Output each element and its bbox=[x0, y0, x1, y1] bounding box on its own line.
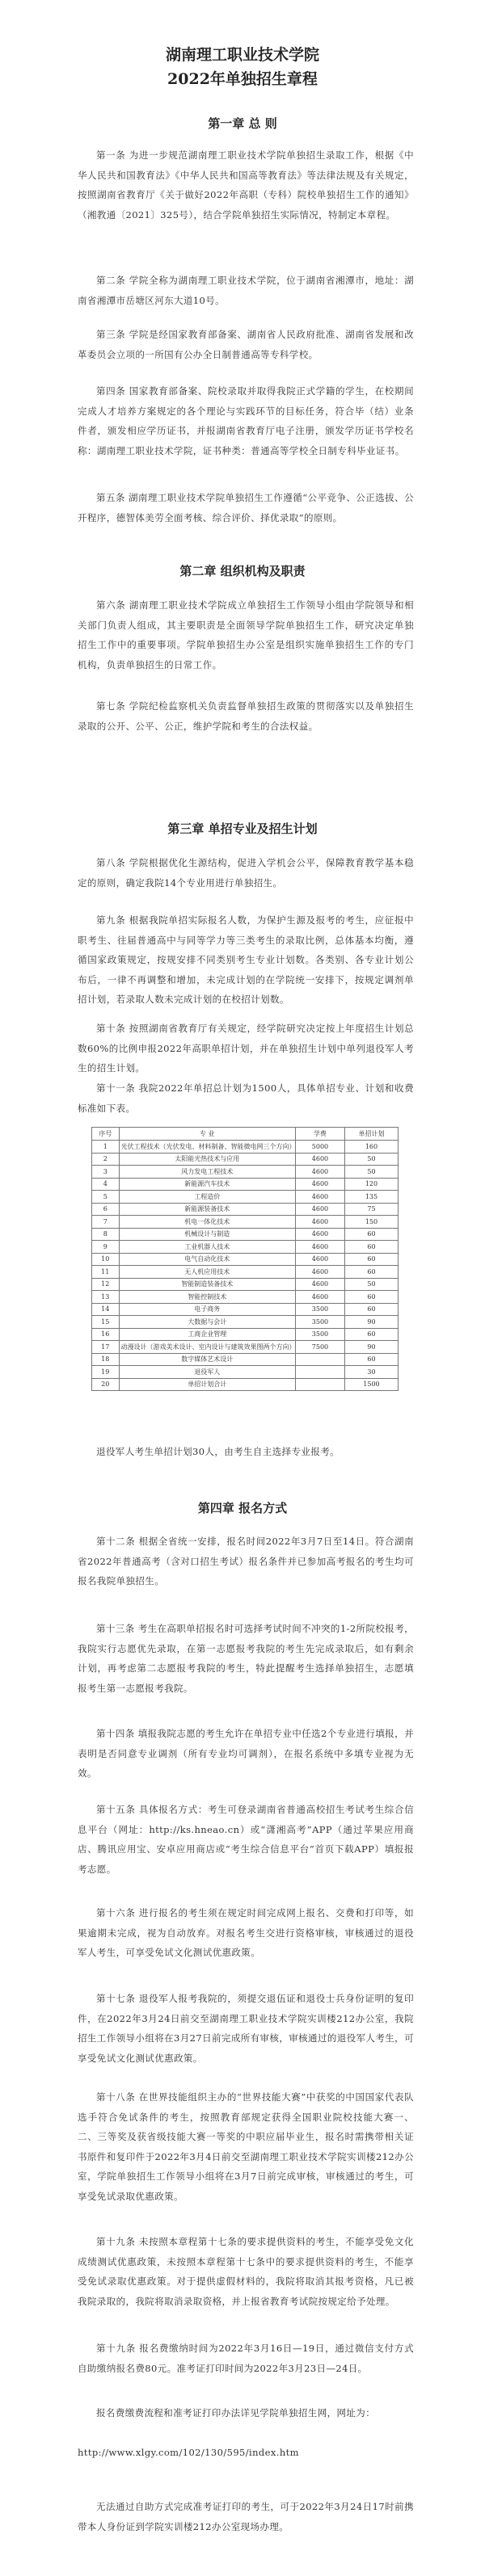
cell-no: 13 bbox=[92, 1291, 120, 1304]
table-row bbox=[92, 1278, 399, 1291]
article-19: 第十九条 未按照本章程第十七条的要求提供资料的考生，不能享受免文化成绩测试优惠政策，未按照本章程第十七条中的要求提供资料的考生，不能享受免试录取优惠政策。对于提供虚假材料的，我院将取消其报考资格，凡已被我院录取的，我院将取消录取资格，并上报省教育考试院按规定给予处理。 bbox=[78, 2236, 414, 2307]
article-5: 第五条 湖南理工职业技术学院单独招生工作遵循“公平竞争、公正选拔、公开程序，德智体美劳全面考核、综合评价、择优录取”的原则。 bbox=[78, 492, 414, 523]
cell-fee: 4600 bbox=[295, 1241, 344, 1254]
table-row bbox=[92, 1353, 399, 1366]
cell-fee: 4600 bbox=[295, 1291, 344, 1304]
cell-plan: 120 bbox=[344, 1178, 398, 1191]
cell-fee: 4600 bbox=[295, 1178, 344, 1191]
article-14: 第十四条 填报我院志愿的考生允许在单招专业中任选2个专业进行填报，并表明是否同意专业调剂（所有专业均可调剂），在报名系统中多填专业视为无效。 bbox=[78, 1728, 414, 1780]
cell-plan: 50 bbox=[344, 1153, 398, 1166]
cell-plan: 60 bbox=[344, 1303, 398, 1316]
cell-major: 智能控制技术 bbox=[119, 1291, 295, 1304]
cell-major: 无人机应用技术 bbox=[119, 1266, 295, 1279]
article-11: 第十一条 我院2022年单招总计划为1500人，具体单招专业、计划和收费标准如下表。 bbox=[78, 1082, 414, 1114]
cell-plan: 75 bbox=[344, 1203, 398, 1216]
chapter-3-heading: 第三章 单招专业及招生计划 bbox=[167, 822, 318, 836]
cell-fee bbox=[295, 1353, 344, 1366]
cell-fee: 7500 bbox=[295, 1341, 344, 1354]
chapter-4-heading: 第四章 报名方式 bbox=[197, 1501, 288, 1515]
table-row bbox=[92, 1191, 399, 1204]
article-8: 第八条 学院根据优化生源结构，促进入学机会公平，保障教育教学基本稳定的原则，确定我院14个专业用进行单独招生。 bbox=[78, 857, 414, 889]
cell-major: 动漫设计（游戏美术设计、室内设计与建筑效果图两个方向） bbox=[119, 1341, 295, 1354]
table-row bbox=[92, 1241, 399, 1254]
article-2: 第二条 学院全称为湖南理工职业技术学院，位于湖南省湘潭市，地址：湖南省湘潭市岳塘区河东大道10号。 bbox=[78, 275, 414, 306]
cell-no: 12 bbox=[92, 1278, 120, 1291]
table-row bbox=[92, 1228, 399, 1241]
cell-no: 3 bbox=[92, 1166, 120, 1179]
cell-no: 14 bbox=[92, 1303, 120, 1316]
cell-fee: 4600 bbox=[295, 1216, 344, 1229]
cell-major: 机械设计与制造 bbox=[119, 1228, 295, 1241]
table-row bbox=[92, 1216, 399, 1229]
cell-no: 7 bbox=[92, 1216, 120, 1229]
cell-fee: 4600 bbox=[295, 1228, 344, 1241]
cell-fee: 4600 bbox=[295, 1191, 344, 1204]
article-16: 第十六条 进行报名的考生须在规定时间完成网上报名、交费和打印等，如果逾期未完成，视为自动放弃。对报名考生交进行资格审核，审核通过的退役军人考生，可享受免试文化测试优惠政策。 bbox=[78, 1907, 414, 1959]
cell-major: 光伏工程技术（光伏发电、材料制备、智能微电网三个方向） bbox=[119, 1141, 295, 1154]
cell-fee: 4600 bbox=[295, 1278, 344, 1291]
table-row bbox=[92, 1341, 399, 1354]
article-7: 第七条 学院纪检监察机关负责监督单独招生政策的贯彻落实以及单独招生录取的公开、公平、公正，维护学院和考生的合法权益。 bbox=[78, 700, 414, 732]
cell-plan: 60 bbox=[344, 1291, 398, 1304]
article-9: 第九条 根据我院单招实际报名人数，为保护生源及报考的考生，应征报中职考生、往届普通高中与同等学力等三类考生的录取比例，总体基本均衡，遵循国家政策规定，按规安排不同类别考生专业计划数。各类别、各专业计划公布后，一律不再调整和增加，未完成计划的在学院统一安排下，按规定调剂单招计划，若录取人数未完成计划的在校招计划数。 bbox=[78, 914, 414, 1006]
cell-fee: 4600 bbox=[295, 1266, 344, 1279]
article-17: 第十七条 退役军人报考我院的，须提交退伍证和退役士兵身份证明的复印件，在2022年3月24日前交至湖南理工职业技术学院实训楼212办公室，我院招生工作领导小组将在3月27日前完成所有审核，审核通过的退役军人考生，可享受免试文化测试优惠政策。 bbox=[78, 1993, 414, 2064]
table-row bbox=[92, 1291, 399, 1304]
cell-major: 风力发电工程技术 bbox=[119, 1166, 295, 1179]
cell-fee: 5000 bbox=[295, 1141, 344, 1154]
chapter-1-heading: 第一章 总 则 bbox=[208, 116, 277, 131]
table-row bbox=[92, 1203, 399, 1216]
article-13: 第十三条 考生在高职单招报名时可选择考试时间不冲突的1-2所院校报考，我院实行志愿优先录取，在第一志愿报考我院的考生先完成录取后，如有剩余计划，再考虑第二志愿报考我院的考生，特此提醒考生选择单独招生，志愿填报考生第一志愿报考我院。 bbox=[78, 1623, 414, 1694]
table-row bbox=[92, 1316, 399, 1329]
cell-major: 机电一体化技术 bbox=[119, 1216, 295, 1229]
cell-major: 工商企业管理 bbox=[119, 1328, 295, 1341]
header-fee: 学费 bbox=[295, 1128, 344, 1141]
cell-no: 18 bbox=[92, 1353, 120, 1366]
article-6: 第六条 湖南理工职业技术学院成立单独招生工作领导小组由学院领导和相关部门负责人组成，其主要职责是全面领导学院单独招生工作，研究决定单独招生工作中的重要事项。学院单独招生办公室是组织实施单独招生工作的专门机构，负责单独招生的日常工作。 bbox=[78, 599, 414, 670]
cell-no: 10 bbox=[92, 1253, 120, 1266]
article-1: 第一条 为进一步规范湖南理工职业技术学院单独招生录取工作，根据《中华人民共和国教育法》《中华人民共和国高等教育法》等法律法规及有关规定，按照湖南省教育厅《关于做好2022年高职（专科）院校单独招生工作的通知》（湘教通〔2021〕325号），结合学院单独招生实际情况，特制定本章程。 bbox=[78, 149, 414, 221]
cell-no: 5 bbox=[92, 1191, 120, 1204]
cell-no: 20 bbox=[92, 1378, 120, 1391]
cell-fee: 3500 bbox=[295, 1316, 344, 1329]
cell-no: 6 bbox=[92, 1203, 120, 1216]
document-title-school: 湖南理工职业技术学院 bbox=[165, 46, 319, 64]
cell-fee: 3500 bbox=[295, 1328, 344, 1341]
table-row bbox=[92, 1366, 399, 1379]
cell-no: 11 bbox=[92, 1266, 120, 1279]
cell-no: 15 bbox=[92, 1316, 120, 1329]
header-no: 序号 bbox=[92, 1128, 120, 1141]
cell-no: 19 bbox=[92, 1366, 120, 1379]
table-row bbox=[92, 1141, 399, 1154]
cell-fee: 4600 bbox=[295, 1253, 344, 1266]
cell-plan: 60 bbox=[344, 1266, 398, 1279]
cell-fee: 3500 bbox=[295, 1303, 344, 1316]
table-row bbox=[92, 1303, 399, 1316]
cell-major: 电子商务 bbox=[119, 1303, 295, 1316]
website-intro: 报名费缴费流程和准考证打印办法详见学院单独招生网，网址为： bbox=[96, 2407, 376, 2418]
article-19b: 第十九条 报名费缴纳时间为2022年3月16日—19日，通过微信支付方式自助缴纳报名费80元。准考证打印时间为2022年3月23日—24日。 bbox=[78, 2343, 414, 2374]
article-12: 第十二条 根据全省统一安排，报名时间2022年3月7日至14日。符合湖南省2022年普通高考（含对口招生考试）报名条件并已参加高考报名的考生均可报名我院单独招生。 bbox=[78, 1536, 414, 1587]
cell-fee: 4600 bbox=[295, 1203, 344, 1216]
cell-plan: 135 bbox=[344, 1191, 398, 1204]
cell-major: 大数据与会计 bbox=[119, 1316, 295, 1329]
cell-plan: 90 bbox=[344, 1341, 398, 1354]
chapter-2-heading: 第二章 组织机构及职责 bbox=[179, 564, 306, 578]
cell-plan: 90 bbox=[344, 1316, 398, 1329]
cell-plan: 1500 bbox=[344, 1378, 398, 1391]
cell-plan: 160 bbox=[344, 1141, 398, 1154]
cell-fee bbox=[295, 1378, 344, 1391]
table-row bbox=[92, 1266, 399, 1279]
cell-fee: 4600 bbox=[295, 1153, 344, 1166]
cell-major: 智能制造装备技术 bbox=[119, 1278, 295, 1291]
cell-major: 工程造价 bbox=[119, 1191, 295, 1204]
cell-major: 电气自动化技术 bbox=[119, 1253, 295, 1266]
cell-fee: 4600 bbox=[295, 1166, 344, 1179]
cell-plan: 50 bbox=[344, 1278, 398, 1291]
table-row bbox=[92, 1378, 399, 1391]
table-header-row bbox=[92, 1128, 399, 1141]
cell-no: 9 bbox=[92, 1241, 120, 1254]
cell-no: 17 bbox=[92, 1341, 120, 1354]
cell-major: 新能源汽车技术 bbox=[119, 1178, 295, 1191]
article-3: 第三条 学院是经国家教育部备案、湖南省人民政府批准、湖南省发展和改革委员会立项的一所国有公办全日制普通高等专科学校。 bbox=[78, 329, 414, 360]
table-body bbox=[92, 1141, 399, 1391]
cell-major: 太阳能光热技术与应用 bbox=[119, 1153, 295, 1166]
cell-plan: 60 bbox=[344, 1353, 398, 1366]
cell-major: 单招计划合计 bbox=[119, 1378, 295, 1391]
table-row bbox=[92, 1178, 399, 1191]
article-15: 第十五条 具体报名方式：考生可登录湖南省普通高校招生考试考生综合信息平台（网址：http://ks.hneao.cn）或“潇湘高考”APP（通过苹果应用商店、腾讯应用宝、安卓应用商店或“考生综合信息平台”首页下载APP）填报报考志愿。 bbox=[78, 1804, 414, 1875]
article-4: 第四条 国家教育部备案、院校录取并取得我院正式学籍的学生，在校期间完成人才培养方案规定的各个理论与实践环节的目标任务，符合毕（结）业条件者，颁发相应学历证书，并报湖南省教育厅电子注册，颁发学历证书学校名称：湖南理工职业技术学院，证书种类：普通高等学校全日制专科毕业证书。 bbox=[78, 385, 414, 456]
website-url-link[interactable]: http://www.xlgy.com/102/130/595/index.htm bbox=[78, 2447, 299, 2458]
cell-plan: 30 bbox=[344, 1366, 398, 1379]
cell-no: 16 bbox=[92, 1328, 120, 1341]
header-plan: 单招计划 bbox=[344, 1128, 398, 1141]
article-18: 第十八条 在世界技能组织主办的“世界技能大赛”中获奖的中国国家代表队选手符合免试条件的考生，按照教育部规定获得全国职业院校技能大赛一、二、三等奖及获省级技能大赛一等奖的中职应届毕业生，报名时需携带相关证书原件和复印件于2022年3月4日前交至湖南理工职业技术学院实训楼212办公室，学院单独招生工作领导小组将在3月7日前完成审核，审核通过的考生，可享受免试录取优惠政策。 bbox=[78, 2091, 414, 2202]
cell-plan: 60 bbox=[344, 1328, 398, 1341]
cell-plan: 60 bbox=[344, 1241, 398, 1254]
cell-major: 退役军人 bbox=[119, 1366, 295, 1379]
cell-plan: 60 bbox=[344, 1228, 398, 1241]
table-row bbox=[92, 1166, 399, 1179]
cell-no: 2 bbox=[92, 1153, 120, 1166]
document-title-charter: 2022年单独招生章程 bbox=[167, 70, 318, 88]
cell-no: 8 bbox=[92, 1228, 120, 1241]
table-row bbox=[92, 1328, 399, 1341]
enrollment-plan-table bbox=[91, 1127, 399, 1391]
cell-no: 1 bbox=[92, 1141, 120, 1154]
veteran-note: 退役军人考生单招计划30人，由考生自主选择专业报考。 bbox=[96, 1446, 340, 1457]
cell-plan: 60 bbox=[344, 1253, 398, 1266]
cell-major: 新能源装备技术 bbox=[119, 1203, 295, 1216]
table-row bbox=[92, 1253, 399, 1266]
cell-plan: 150 bbox=[344, 1216, 398, 1229]
offline-print-note: 无法通过自助方式完成准考证打印的考生，可于2022年3月24日17时前携带本人身份证到学院实训楼212办公室现场办理。 bbox=[78, 2501, 414, 2532]
header-major: 专 业 bbox=[119, 1128, 295, 1141]
article-10: 第十条 按照湖南省教育厅有关规定，经学院研究决定按上年度招生计划总数60%的比例申报2022年高职单招计划，并在单独招生计划中单列退役军人考生的招生计划。 bbox=[78, 1023, 414, 1074]
cell-major: 数字媒体艺术设计 bbox=[119, 1353, 295, 1366]
website-url-line bbox=[78, 2443, 414, 2463]
cell-plan: 50 bbox=[344, 1166, 398, 1179]
cell-major: 工业机器人技术 bbox=[119, 1241, 295, 1254]
cell-no: 4 bbox=[92, 1178, 120, 1191]
table-row bbox=[92, 1153, 399, 1166]
cell-fee bbox=[295, 1366, 344, 1379]
